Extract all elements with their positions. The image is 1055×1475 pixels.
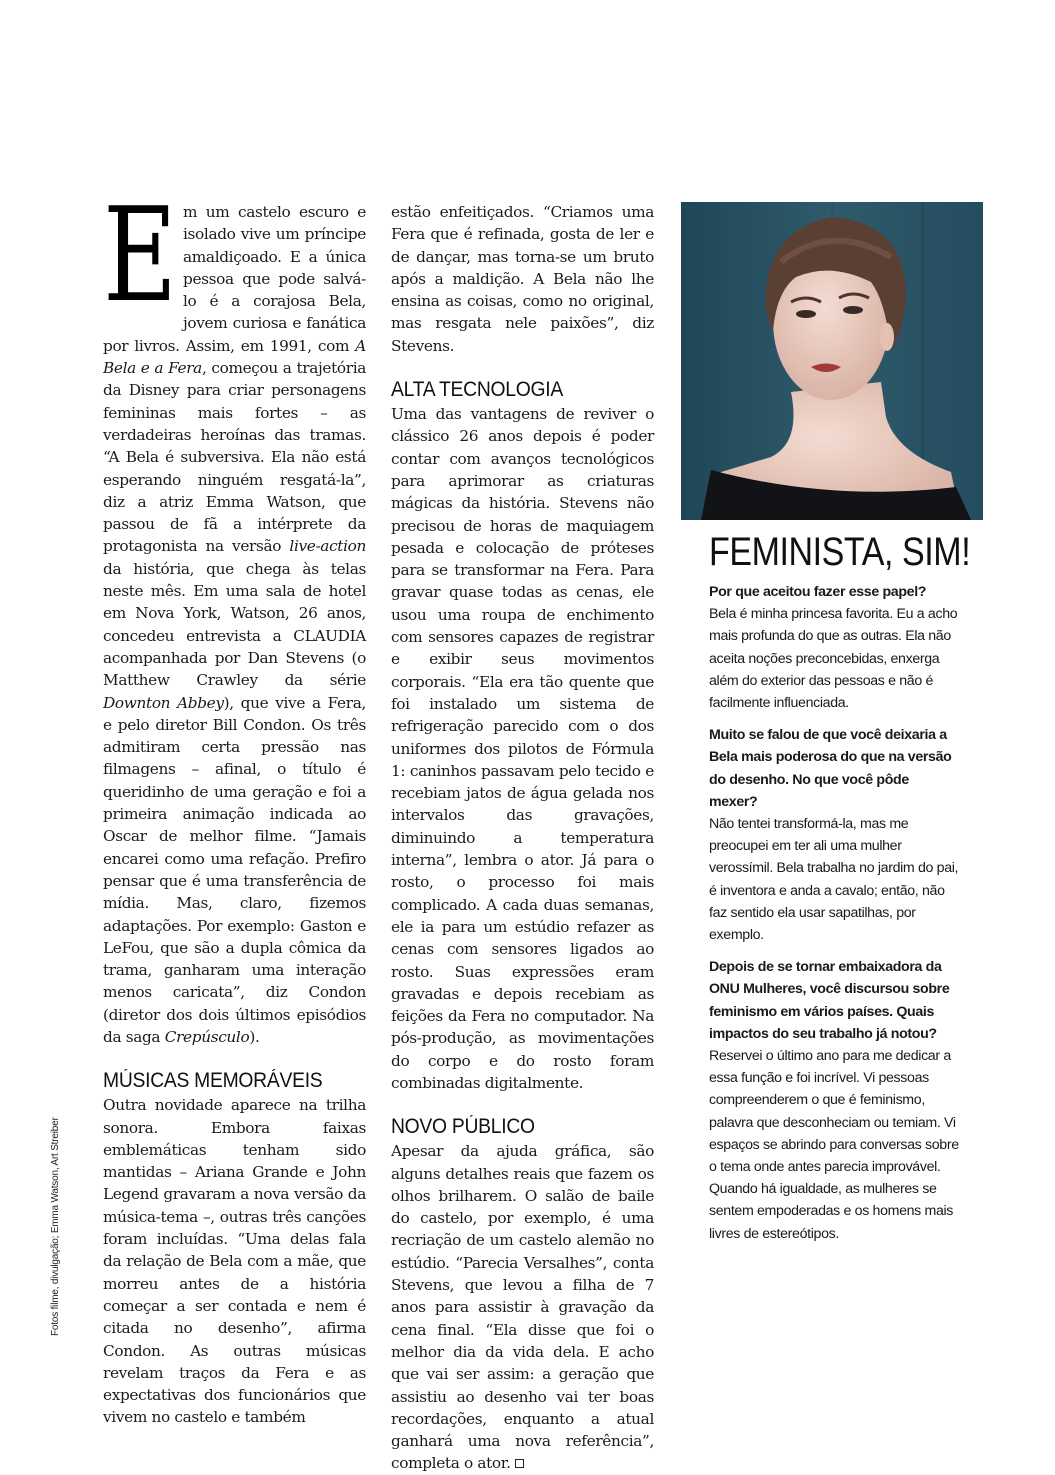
interview-answer: Não tentei transformá-la, mas me preocupei em ter ali uma mulher verossímil. Bela trabalha no jardim do pai, é inventora e anda a cavalo; então, não faz sentido ela usar sapatilhas, por exemplo. [709, 816, 959, 944]
section-heading-musicas: MÚSICAS MEMORÁVEIS [103, 1069, 323, 1093]
section-body-tecnologia: Uma das vantagens de reviver o clássico 26 anos depois é poder contar com avanços tecnológicos para aprimorar as criaturas mágicas da história. Stevens não precisou de horas de maquiagem pesada e colocação de próteses para se transformar na Fera. Para gravar quase todas as cenas, ele usou uma roupa de enchimento com sensores capazes de registrar e exibir seus movimentos corporais. “Ela era tão quente que foi instalado um sistema de refrigeração parecido com o dos uniformes dos pilotos de Fórmula 1: caninhos passavam pelo tecido e recebiam jatos de água gelada nos intervalos das gravações, diminuindo a temperatura interna”, lembra o ator. Já para o rosto, o processo foi mais complicado. A cada duas semanas, ele ia para um estúdio refazer as cenas com sensores ligados ao rosto. Suas expressões eram gravadas e depois recebiam as feições da Fera no computador. Na pós-produção, as movimentações do corpo e do rosto foram combinadas digitalmente. [391, 405, 654, 1092]
end-of-article-mark [515, 1459, 524, 1468]
interview-sidebar [709, 581, 959, 1255]
interview-question: Muito se falou de que você deixaria a Bela mais poderosa do que na versão do desenho. No que você pôde mexer? [709, 727, 952, 810]
interview-question: Depois de se tornar embaixadora da ONU Mulheres, você discursou sobre feminismo em vários países. Quais impactos do seu trabalho já notou? [709, 959, 950, 1042]
section-body-publico: Apesar da ajuda gráfica, são alguns detalhes reais que fazem os olhos brilharem. O salão de baile do castelo, por exemplo, é uma recriação de um castelo alemão no estúdio. “Parecia Versalhes”, conta Stevens, que levou a filha de 7 anos para assistir à gravação da cena final. “Ela disse que foi o melhor dia da vida dela. E acho que vai ser assim: a geração que assistiu ao desenho vai ter boas recordações, enquanto a atual ganhará uma nova referência”, completa o ator. [391, 1142, 654, 1473]
interview-question: Por que aceitou fazer esse papel? [709, 584, 927, 600]
article-column-1 [103, 179, 367, 1429]
sidebar-title: FEMINISTA, SIM! [709, 530, 971, 574]
article-column-2 [391, 201, 654, 1475]
interview-answer: Bela é minha princesa favorita. Eu a acho mais profunda do que as outras. Ela não aceita noções preconcebidas, enxerga além do exterior das pessoas e não é facilmente influenciada. [709, 606, 958, 712]
section-heading-tecnologia: ALTA TECNOLOGIA [391, 378, 563, 402]
portrait-illustration [681, 202, 983, 520]
film-title: A Bela e a Fera [103, 336, 366, 378]
drop-cap: E [103, 179, 177, 331]
portrait-photo [681, 202, 983, 520]
intro-paragraph: m um castelo escuro e isolado vive um príncipe amaldiçoado. E a única pessoa que pode salvá-lo é a corajosa Bela, jovem curiosa e fanática por livros. Assim, em 1991, com A Bela e a Fera, começou a trajetória da Disney para criar personagens femininas mais fortes – as verdadeiras heroínas das tramas. “A Bela é subversiva. Ela não está esperando ninguém resgatá-la”, diz a atriz Emma Watson, que passou de fã a intérprete da protagonista na versão live-action da história, que chega às telas neste mês. Em uma sala de hotel em Nova York, Watson, 26 anos, concedeu entrevista a CLAUDIA acompanhada por Dan Stevens (o Matthew Crawley da série Downton Abbey), que vive a Fera, e pelo diretor Bill Condon. Os três admitiram certa pressão nas filmagens – afinal, o título é queridinho de uma geração e foi a primeira animação indicada ao Oscar de melhor filme. “Jamais encarei como uma refação. Prefiro pensar que é uma transferência de mídia. Mas, claro, fizemos adaptações. Por exemplo: Gaston e LeFou, que são a dupla cômica da trama, ganharam uma interação menos caricata”, diz Condon (diretor dos dois últimos episódios da saga Crepúsculo). [103, 203, 367, 1046]
section-body-musicas: Outra novidade aparece na trilha sonora. Embora faixas emblemáticas tenham sido mantidas – Ariana Grande e John Legend gravaram a nova versão da música-tema –, outras três canções foram incluídas. “Uma delas fala da relação de Bela com a mãe, que morreu antes de a história começar a ser contada e nem é citada no desenho”, afirma Condon. As outras músicas revelam traços da Fera e as expectativas dos funcionários que vivem no castelo e também [103, 1096, 366, 1427]
section-heading-publico: NOVO PÚBLICO [391, 1115, 535, 1139]
continuation-paragraph: estão enfeitiçados. “Criamos uma Fera que é refinada, gosta de ler e de dançar, mas torna-se um bruto após a maldição. A Bela não lhe ensina as coisas, como no original, mas resgata nele paixões”, diz Stevens. [391, 203, 654, 355]
interview-answer: Reservei o último ano para me dedicar a essa função e foi incrível. Vi pessoas compreenderem o que é feminismo, palavra que desconheciam ou temiam. Vi espaços se abrindo para conversas sobre o tema onde antes parecia improvável. Quando há igualdade, as mulheres se sentem empoderadas e os homens mais livres de estereótipos. [709, 1048, 959, 1242]
photo-credit: Fotos filme, divulgação; Emma Watson, Art Streiber [50, 1117, 61, 1336]
